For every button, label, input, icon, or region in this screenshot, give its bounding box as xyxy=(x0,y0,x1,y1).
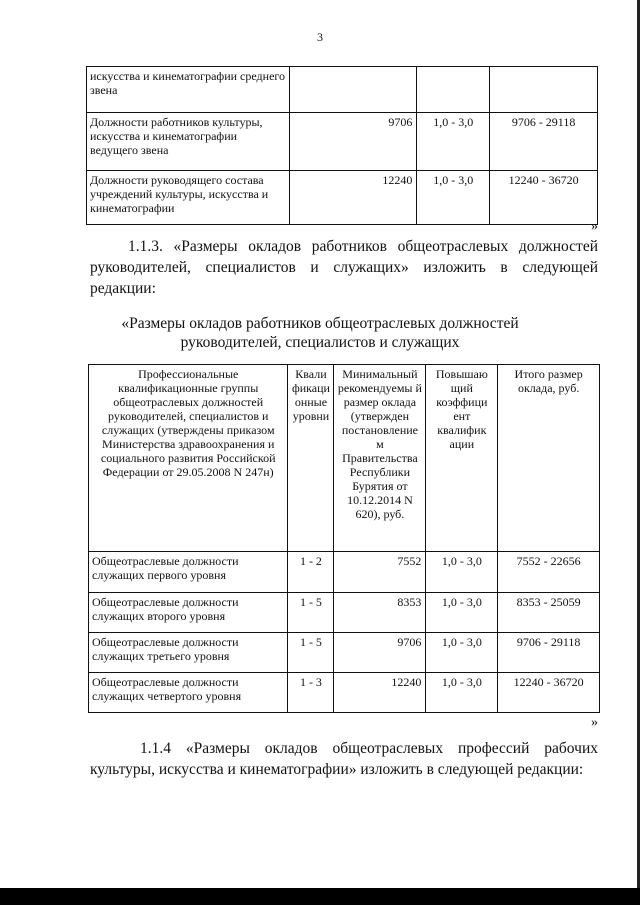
table-cell-min-salary: 12240 xyxy=(334,673,426,713)
table-row xyxy=(87,67,598,113)
scan-bottom-edge xyxy=(0,888,640,905)
table-cell-coef: 1,0 - 3,0 xyxy=(426,552,498,593)
paragraph-1-1-3: 1.1.3. «Размеры окладов работников общеотраслевых должностей руководителей, специалистов и служащих» изложить в следующей редакции: xyxy=(90,238,598,297)
table-cell-total: 12240 - 36720 xyxy=(498,673,600,713)
table-cell-min-salary: 8353 xyxy=(334,593,426,633)
table-cell-name: Должности работников культуры, искусства и кинематографии ведущего звена xyxy=(87,113,290,171)
table-row xyxy=(89,552,600,593)
table-cell-total: 7552 - 22656 xyxy=(498,552,600,593)
table-cell-group: Общеотраслевые должности служащих первого уровня xyxy=(89,552,288,593)
header-group: Профессиональные квалификационные группы общеотраслевых должностей руководителей, специалистов и служащих (утверждены приказом Министерства здравоохранения и социального развития Российской Федерации от 29.05.2008 N 247н) xyxy=(89,365,288,552)
header-total: Итого размер оклада, руб. xyxy=(498,365,600,552)
table-cell-total xyxy=(490,67,598,113)
table-cell-coef: 1,0 - 3,0 xyxy=(426,673,498,713)
table-cell-total: 12240 - 36720 xyxy=(490,171,598,225)
section-heading-line-1: «Размеры окладов работников общеотраслевых должностей xyxy=(121,315,519,332)
table-cell-total: 9706 - 29118 xyxy=(490,113,598,171)
closing-quote: » xyxy=(591,715,598,730)
table-row xyxy=(87,171,598,225)
table-header-row xyxy=(89,365,600,552)
table-cell-group: Общеотраслевые должности служащих второго уровня xyxy=(89,593,288,633)
table-cell-base: 12240 xyxy=(289,171,417,225)
table-cell-coef: 1,0 - 3,0 xyxy=(426,593,498,633)
table-cell-level: 1 - 2 xyxy=(288,552,334,593)
table-cell-total: 8353 - 25059 xyxy=(498,593,600,633)
table-cell-coef xyxy=(417,67,490,113)
table-cell-base: 9706 xyxy=(289,113,417,171)
table-cell-name: искусства и кинематографии среднего звена xyxy=(87,67,290,113)
table-cell-group: Общеотраслевые должности служащих третьего уровня xyxy=(89,633,288,673)
table-cell-group: Общеотраслевые должности служащих четвертого уровня xyxy=(89,673,288,713)
table-cell-base xyxy=(289,67,417,113)
salary-table-general xyxy=(88,364,600,713)
table-cell-level: 1 - 3 xyxy=(288,673,334,713)
paragraph-1-1-4: 1.1.4 «Размеры окладов общеотраслевых профессий рабочих культуры, искусства и кинематографии» изложить в следующей редакции: xyxy=(90,740,598,778)
header-coef: Повышаю щий коэффици ент квалифик ации xyxy=(426,365,498,552)
table-row xyxy=(89,673,600,713)
salary-table-culture xyxy=(86,66,598,225)
closing-quote: » xyxy=(591,219,598,234)
table-cell-level: 1 - 5 xyxy=(288,633,334,673)
header-min-salary: Минимальный рекомендуемы й размер оклада (утвержден постановление м Правительства Республики Бурятия от 10.12.2014 N 620), руб. xyxy=(334,365,426,552)
section-heading-line-2: руководителей, специалистов и служащих xyxy=(180,334,460,351)
table-cell-min-salary: 9706 xyxy=(334,633,426,673)
table-cell-name: Должности руководящего состава учреждений культуры, искусства и кинематографии xyxy=(87,171,290,225)
table-cell-coef: 1,0 - 3,0 xyxy=(426,633,498,673)
table-row xyxy=(87,113,598,171)
table-cell-coef: 1,0 - 3,0 xyxy=(417,171,490,225)
table-row xyxy=(89,593,600,633)
table-cell-level: 1 - 5 xyxy=(288,593,334,633)
page-number: 3 xyxy=(317,30,323,44)
table-row xyxy=(89,633,600,673)
table-cell-min-salary: 7552 xyxy=(334,552,426,593)
table-cell-coef: 1,0 - 3,0 xyxy=(417,113,490,171)
header-level: Квали фикаци онные уровни xyxy=(288,365,334,552)
table-cell-total: 9706 - 29118 xyxy=(498,633,600,673)
